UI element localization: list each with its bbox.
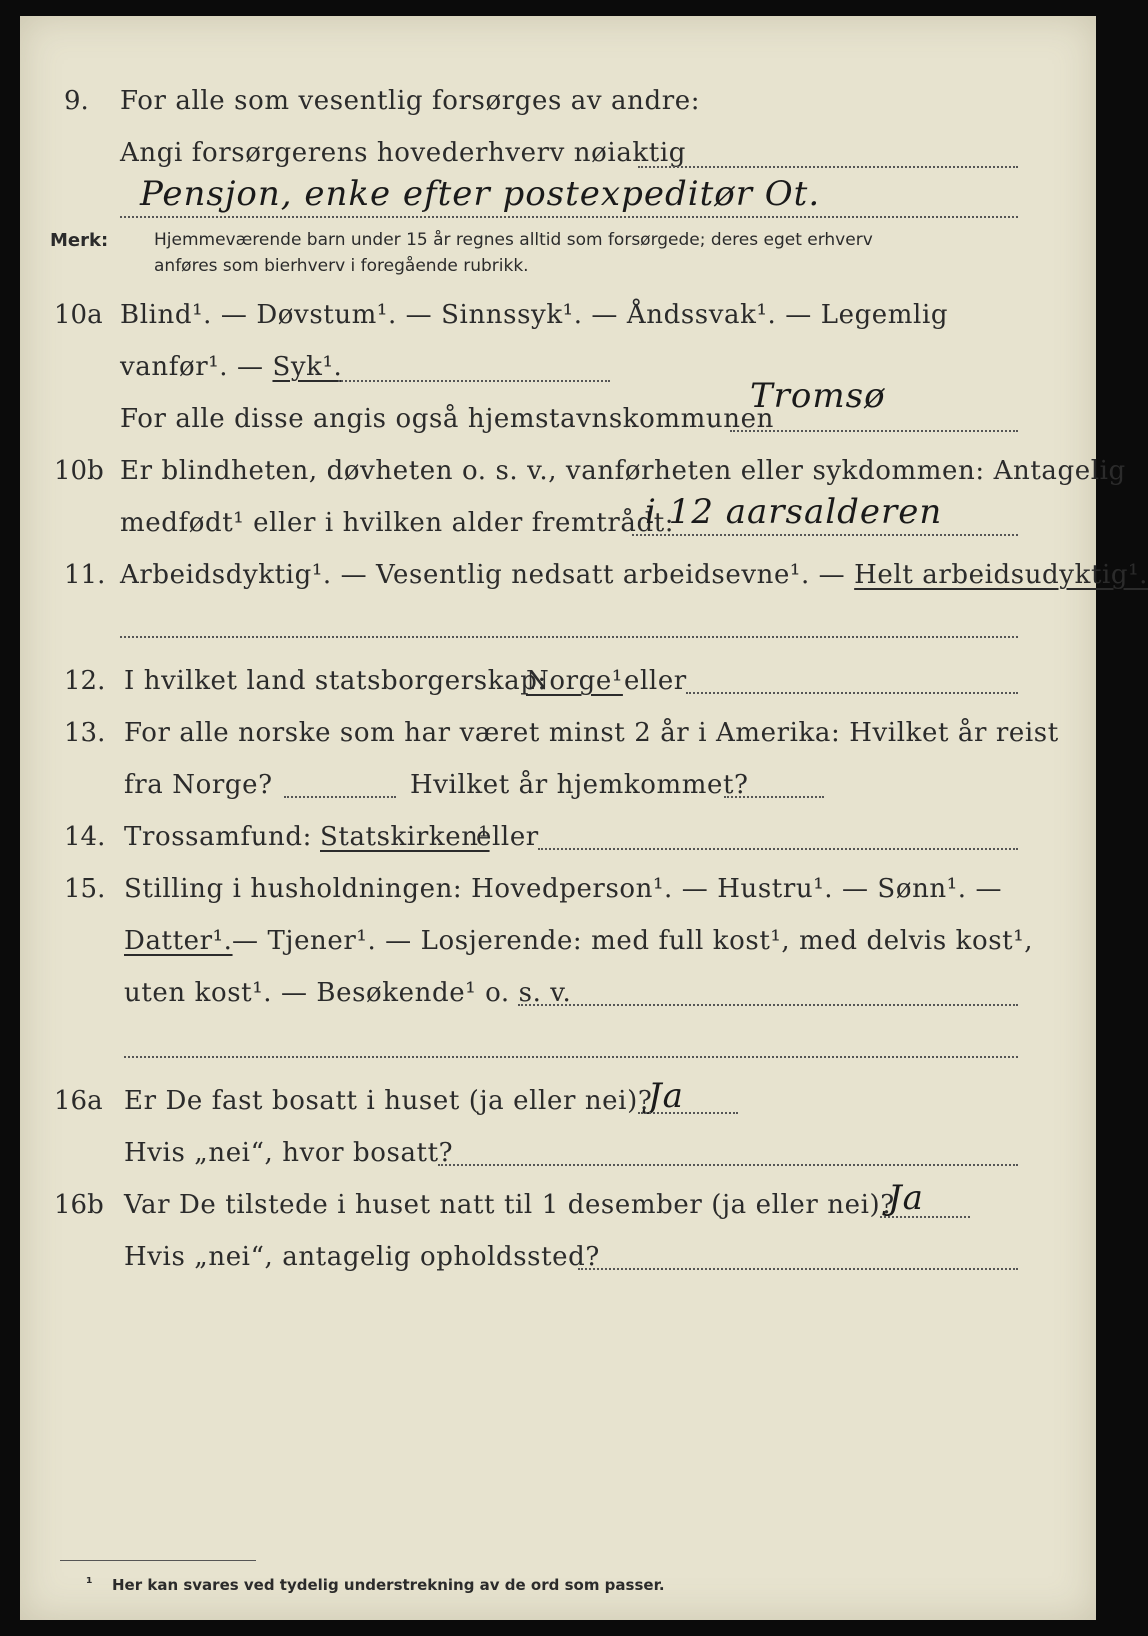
q16b-answer-line bbox=[880, 1216, 970, 1218]
merk-line2: anføres som bierhverv i foregående rubrikk. bbox=[154, 256, 529, 276]
q14-answer-line bbox=[538, 848, 1018, 850]
q9-answer-line-1 bbox=[638, 166, 1018, 168]
q12-eller: eller bbox=[624, 666, 687, 696]
q12-norge-underlined: Norge¹ bbox=[526, 666, 623, 696]
q16b-line2: Hvis „nei“, antagelig opholdssted? bbox=[124, 1242, 600, 1272]
q9-answer-line-2 bbox=[120, 216, 1018, 218]
q10a-dotted-line bbox=[338, 380, 610, 382]
q16a-handwritten-answer: Ja bbox=[648, 1076, 684, 1116]
merk-line1: Hjemmeværende barn under 15 år regnes alltid som forsørgede; deres eget erhverv bbox=[154, 230, 873, 250]
q13-hjemkommet-answer-line bbox=[724, 796, 824, 798]
q9-handwritten-answer: Pensjon, enke efter postexpeditør Ot. bbox=[140, 174, 821, 214]
q16a-answer-line bbox=[638, 1112, 738, 1114]
footnote-mark: ¹ bbox=[86, 1574, 93, 1592]
q10a-handwritten-answer: Tromsø bbox=[750, 376, 886, 416]
q10a-line1: Blind¹. — Døvstum¹. — Sinnssyk¹. — Åndssvak¹. — Legemlig bbox=[120, 300, 949, 330]
q10a-answer-line bbox=[730, 430, 1018, 432]
q10a-syk-underlined: Syk¹. bbox=[272, 352, 343, 382]
q16b-opholdssted-answer-line bbox=[578, 1268, 1018, 1270]
q15-line1: Stilling i husholdningen: Hovedperson¹. — Hustru¹. — Sønn¹. — bbox=[124, 874, 1003, 904]
footnote-text: Her kan svares ved tydelig understrekning av de ord som passer. bbox=[112, 1576, 665, 1594]
q10a-line2: vanfør¹. — Syk¹. bbox=[120, 352, 343, 382]
q14-question: Trossamfund: bbox=[124, 822, 312, 852]
q16a-line1: Er De fast bosatt i huset (ja eller nei)? bbox=[124, 1086, 653, 1116]
q9-line2: Angi forsørgerens hovederhverv nøiaktig bbox=[120, 138, 686, 168]
q12-question: I hvilket land statsborgerskap: bbox=[124, 666, 547, 696]
q14-number: 14. bbox=[64, 822, 106, 852]
q15-number: 15. bbox=[64, 874, 106, 904]
q12-number: 12. bbox=[64, 666, 106, 696]
q13-line2-a: fra Norge? bbox=[124, 770, 273, 800]
footnote-rule bbox=[60, 1560, 256, 1561]
q13-line1: For alle norske som har været minst 2 år i Amerika: Hvilket år reist bbox=[124, 718, 1059, 748]
q10a-line3: For alle disse angis også hjemstavnskommunen bbox=[120, 404, 774, 434]
q15-answer-line-1 bbox=[518, 1004, 1018, 1006]
q10b-line2: medfødt¹ eller i hvilken alder fremtrådt: bbox=[120, 508, 675, 538]
q15-datter-underlined: Datter¹. bbox=[124, 926, 233, 956]
q16b-line1: Var De tilstede i huset natt til 1 desember (ja eller nei)? bbox=[124, 1190, 895, 1220]
q13-line2-b: Hvilket år hjemkommet? bbox=[410, 770, 749, 800]
q10b-line1: Er blindheten, døvheten o. s. v., vanførheten eller sykdommen: Antagelig bbox=[120, 456, 1126, 486]
q11-answer-line bbox=[120, 636, 1018, 638]
q14-statskirken-underlined: Statskirken¹ bbox=[320, 822, 490, 852]
q16b-handwritten-answer: Ja bbox=[888, 1178, 924, 1218]
census-form-page bbox=[20, 16, 1148, 1620]
q15-line3: uten kost¹. — Besøkende¹ o. s. v. bbox=[124, 978, 572, 1008]
q9-line1: For alle som vesentlig forsørges av andre: bbox=[120, 86, 701, 116]
q11-helt-arbeidsudyktig-underlined: Helt arbeidsudyktig¹. bbox=[854, 560, 1148, 590]
q10a-number: 10a bbox=[54, 300, 103, 330]
q15-line2: — Tjener¹. — Losjerende: med full kost¹, med delvis kost¹, bbox=[232, 926, 1034, 956]
q10b-handwritten-answer: i 12 aarsalderen bbox=[645, 492, 943, 532]
q13-reist-answer-line bbox=[284, 796, 396, 798]
q13-number: 13. bbox=[64, 718, 106, 748]
q16a-line2: Hvis „nei“, hvor bosatt? bbox=[124, 1138, 454, 1168]
q10b-number: 10b bbox=[54, 456, 104, 486]
q11-number: 11. bbox=[64, 560, 106, 590]
q15-answer-line-2 bbox=[124, 1056, 1018, 1058]
q16b-number: 16b bbox=[54, 1190, 104, 1220]
q12-answer-line bbox=[686, 692, 1018, 694]
merk-label: Merk: bbox=[50, 230, 109, 251]
q10b-answer-line bbox=[632, 534, 1018, 536]
q16a-bosatt-answer-line bbox=[438, 1164, 1018, 1166]
q11-text: Arbeidsdyktig¹. — Vesentlig nedsatt arbeidsevne¹. — Helt arbeidsudyktig¹. bbox=[120, 560, 1148, 590]
q9-number: 9. bbox=[64, 86, 89, 116]
q14-eller: eller bbox=[476, 822, 539, 852]
q16a-number: 16a bbox=[54, 1086, 103, 1116]
